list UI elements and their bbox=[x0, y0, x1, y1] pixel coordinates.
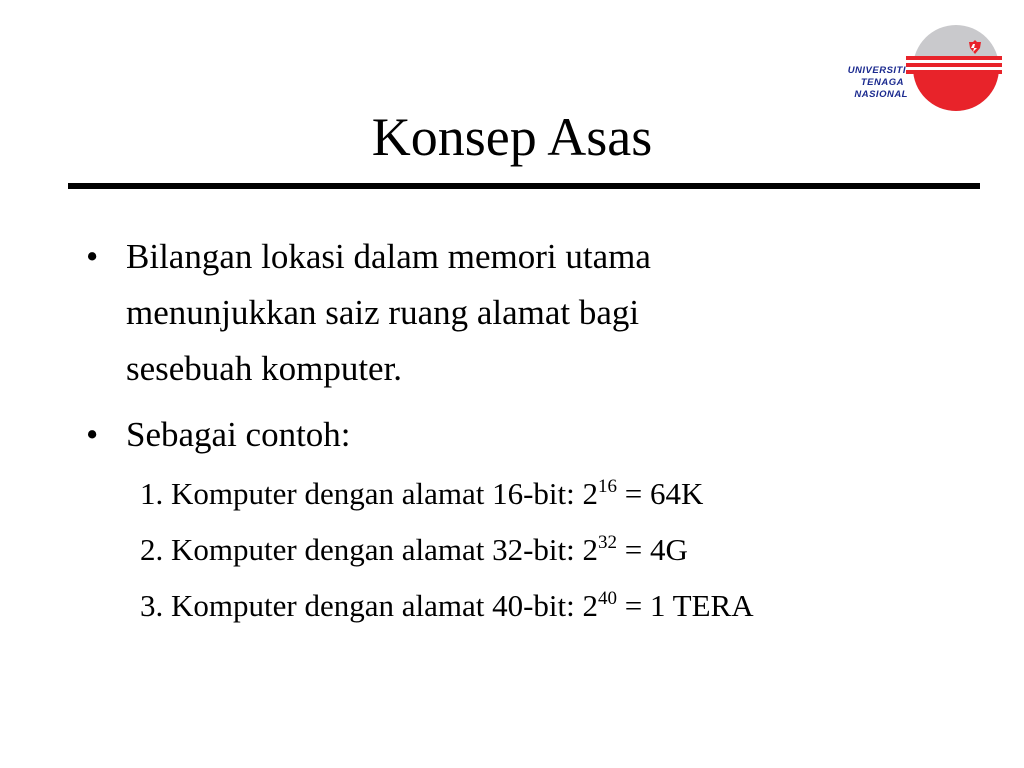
logo-line-tenaga: TENAGA bbox=[860, 77, 904, 88]
example-exponent: 32 bbox=[598, 532, 617, 553]
example-text: 2. Komputer dengan alamat 32-bit: 2 bbox=[140, 532, 598, 567]
example-exponent: 40 bbox=[598, 588, 617, 609]
bullet-text-line: menunjukkan saiz ruang alamat bagi bbox=[126, 293, 640, 332]
example-result: = 64K bbox=[617, 476, 704, 511]
bullet-dot-icon: • bbox=[86, 237, 99, 276]
example-result: = 4G bbox=[617, 532, 688, 567]
bullet-text-line: Sebagai contoh: bbox=[126, 415, 351, 454]
logo-line-nasional: NASIONAL bbox=[854, 89, 908, 100]
bullet-text-line: sesebuah komputer. bbox=[126, 349, 403, 388]
logo-line-universiti: UNIVERSITI bbox=[847, 65, 906, 76]
slide-title: Konsep Asas bbox=[371, 107, 653, 167]
example-item bbox=[140, 530, 688, 575]
bullet-text-line: Bilangan lokasi dalam memori utama bbox=[126, 237, 651, 276]
example-exponent: 16 bbox=[598, 476, 617, 497]
university-logo bbox=[806, 22, 1002, 114]
bullet-dot-icon: • bbox=[86, 415, 99, 454]
example-text: 3. Komputer dengan alamat 40-bit: 2 bbox=[140, 588, 598, 623]
example-item bbox=[140, 474, 703, 519]
example-text: 1. Komputer dengan alamat 16-bit: 2 bbox=[140, 476, 598, 511]
example-result: = 1 TERA bbox=[617, 588, 754, 623]
title-divider bbox=[68, 183, 980, 189]
example-item bbox=[140, 586, 754, 631]
